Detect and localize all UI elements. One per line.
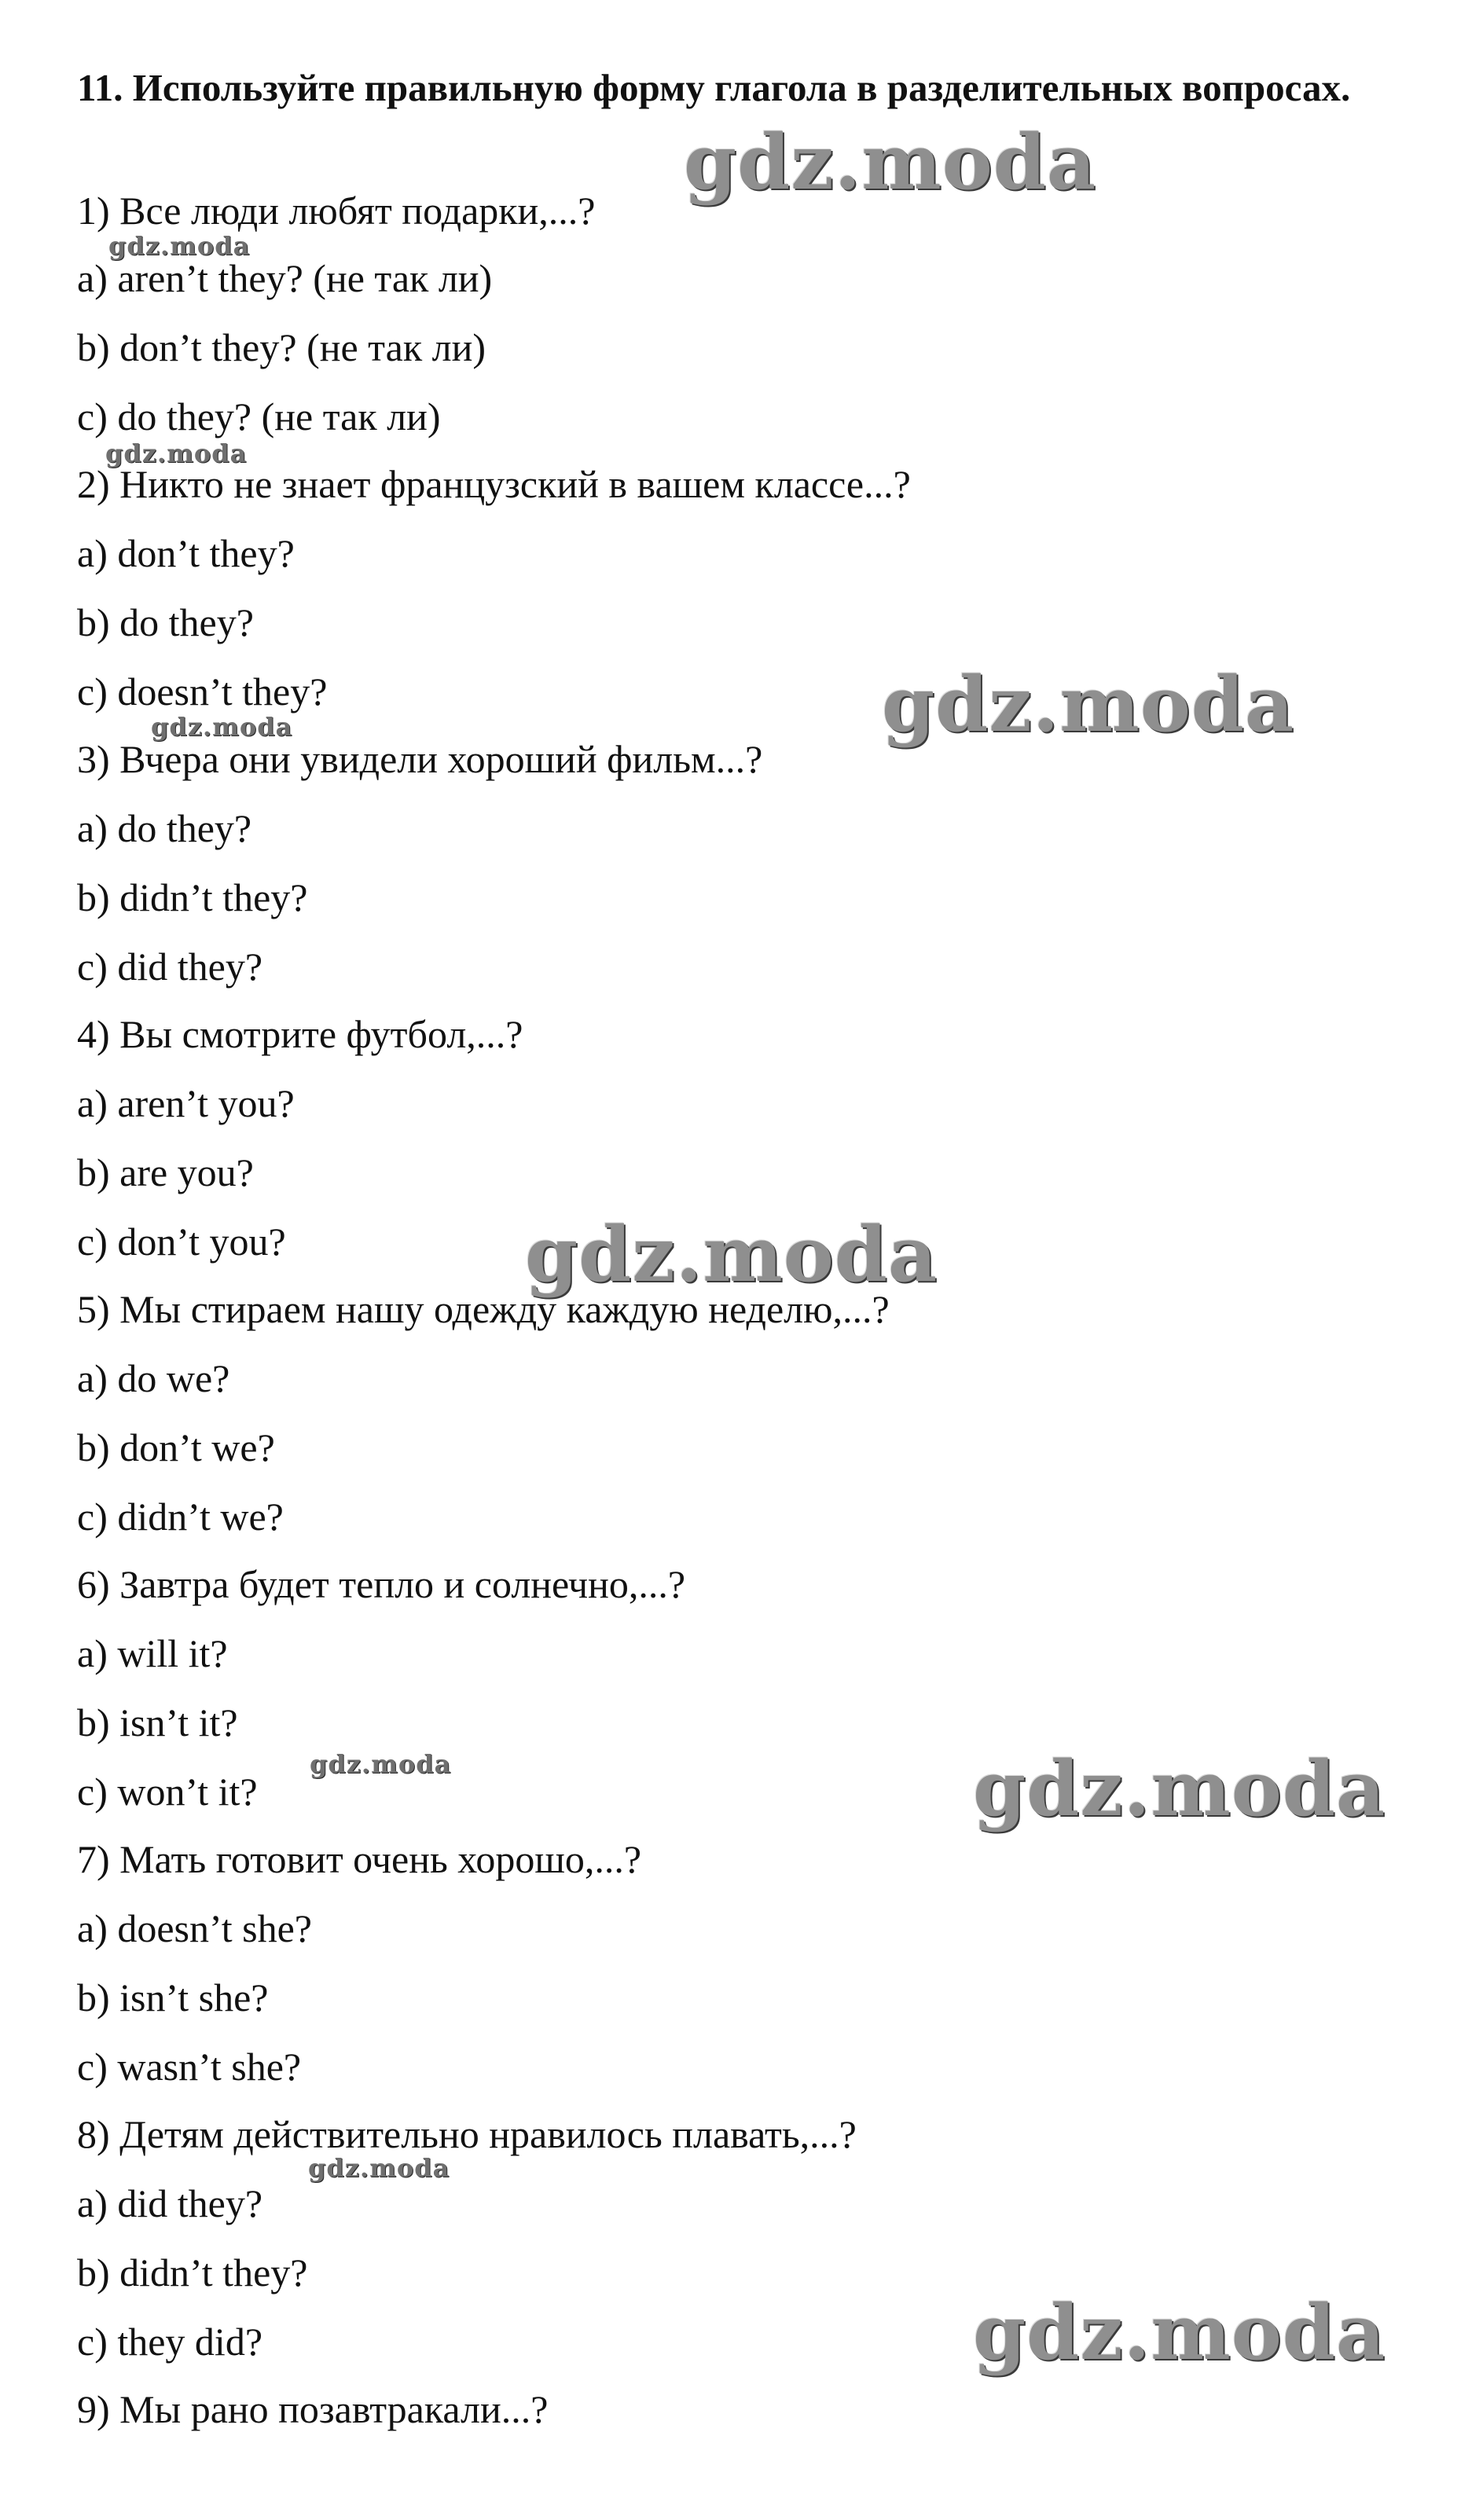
question-6: 6) Завтра будет тепло и солнечно,...? xyxy=(77,1562,686,1606)
watermark: gdz.moda xyxy=(882,660,1295,749)
option-8a: a) did they? xyxy=(77,2181,263,2225)
option-4c: c) don’t you? xyxy=(77,1220,286,1264)
option-1c: c) do they? (не так ли) xyxy=(77,394,441,438)
option-1a: a) aren’t they? (не так ли) xyxy=(77,256,493,300)
question-7: 7) Мать готовит очень хорошо,...? xyxy=(77,1837,642,1881)
option-2a: a) don’t they? xyxy=(77,531,295,575)
option-3b: b) didn’t they? xyxy=(77,875,308,919)
option-2b: b) do they? xyxy=(77,600,254,644)
option-6b: b) isn’t it? xyxy=(77,1700,238,1744)
option-4a: a) aren’t you? xyxy=(77,1081,295,1125)
question-8: 8) Детям действительно нравилось плавать,...? xyxy=(77,2112,857,2156)
option-6a: a) will it? xyxy=(77,1631,228,1675)
watermark: gdz.moda xyxy=(308,2153,450,2183)
question-3: 3) Вчера они увидели хороший фильм...? xyxy=(77,737,763,781)
option-5a: a) do we? xyxy=(77,1356,230,1400)
option-7c: c) wasn’t she? xyxy=(77,2045,302,2089)
exercise-heading: 11. Используйте правильную форму глагола в разделительных вопросах. xyxy=(77,66,1351,109)
question-1: 1) Все люди любят подарки,...? xyxy=(77,189,596,233)
watermark: gdz.moda xyxy=(973,2288,1386,2377)
watermark: gdz.moda xyxy=(973,1744,1386,1833)
option-6c: c) won’t it? xyxy=(77,1770,258,1814)
watermark: gdz.moda xyxy=(151,712,293,742)
question-4: 4) Вы смотрите футбол,...? xyxy=(77,1012,523,1056)
option-7b: b) isn’t she? xyxy=(77,1975,269,2019)
option-8b: b) didn’t they? xyxy=(77,2250,308,2294)
option-7a: a) doesn’t she? xyxy=(77,1906,312,1950)
option-5b: b) don’t we? xyxy=(77,1425,275,1469)
watermark: gdz.moda xyxy=(310,1749,452,1779)
watermark: gdz.moda xyxy=(684,118,1097,207)
watermark: gdz.moda xyxy=(105,438,248,468)
option-8c: c) they did? xyxy=(77,2320,263,2364)
option-2c: c) doesn’t they? xyxy=(77,669,328,713)
option-3a: a) do they? xyxy=(77,806,252,850)
question-9: 9) Мы рано позавтракали...? xyxy=(77,2387,549,2431)
option-5c: c) didn’t we? xyxy=(77,1495,284,1539)
watermark: gdz.moda xyxy=(525,1210,938,1299)
option-3c: c) did they? xyxy=(77,945,263,989)
watermark: gdz.moda xyxy=(108,231,251,261)
question-2: 2) Никто не знает французский в вашем классе...? xyxy=(77,462,911,506)
option-1b: b) don’t they? (не так ли) xyxy=(77,325,486,369)
question-5: 5) Мы стираем нашу одежду каждую неделю,...? xyxy=(77,1287,890,1331)
option-4b: b) are you? xyxy=(77,1150,254,1194)
